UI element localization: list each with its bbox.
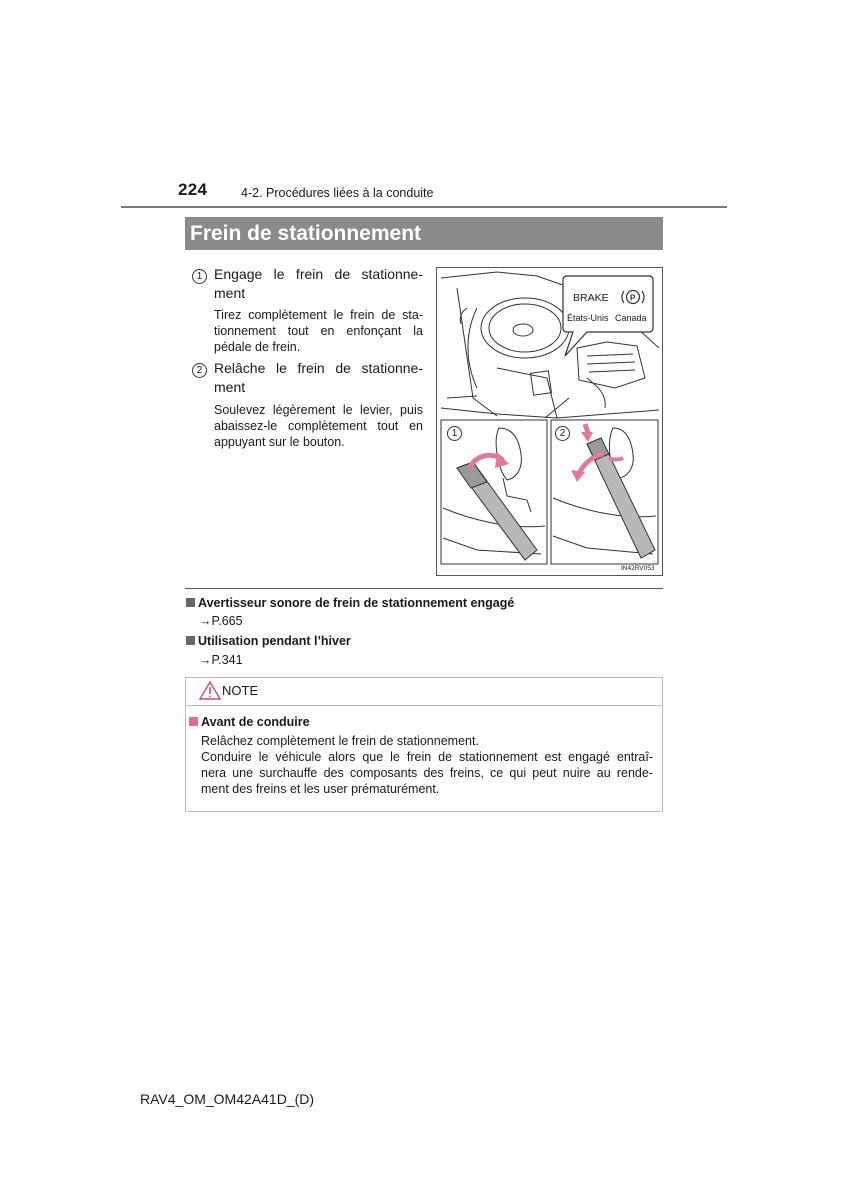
step-1-number: 1 xyxy=(192,266,207,284)
section-heading: 4-2. Procédures liées à la conduite xyxy=(241,186,434,200)
step-2-desc-line: abaissez-le complètement tout en xyxy=(214,419,423,433)
info-item-2-ref[interactable]: →P.341 xyxy=(199,653,243,667)
info-item-1-ref[interactable]: →P.665 xyxy=(199,614,243,628)
svg-text:P: P xyxy=(630,293,636,303)
note-heading-text: Avant de conduire xyxy=(201,715,310,729)
region-us-label: États-Unis xyxy=(567,313,609,323)
step-2-number: 2 xyxy=(192,360,207,378)
note-line: Conduire le véhicule alors que le frein de stationnement est engagé entraî- xyxy=(201,750,653,764)
bullet-square-icon xyxy=(186,598,195,607)
note-separator xyxy=(185,705,663,706)
parking-brake-illustration xyxy=(436,267,663,576)
step-2-desc-line: Soulevez légèrement le levier, puis xyxy=(214,403,423,417)
info-item-2-title xyxy=(186,634,351,648)
step-2-description xyxy=(214,402,423,450)
step-2-desc-line: appuyant sur le bouton. xyxy=(214,435,345,449)
step-1-title xyxy=(214,265,423,303)
step-1-title-line2: ment xyxy=(214,285,246,301)
step-1-title-line1: Engage le frein de stationne- xyxy=(214,266,423,282)
warning-icon xyxy=(199,680,221,700)
region-canada-label: Canada xyxy=(615,313,647,323)
document-code: RAV4_OM_OM42A41D_(D) xyxy=(140,1091,315,1107)
info-item-2-text: Utilisation pendant l’hiver xyxy=(198,634,351,648)
step-2-title xyxy=(214,359,423,397)
step-1-desc-line: pédale de frein. xyxy=(214,340,301,354)
step-2-title-line1: Relâche le frein de stationne- xyxy=(214,360,423,376)
step-1-desc-line: Tirez complètement le frein de sta- xyxy=(214,308,423,322)
header-rule xyxy=(121,206,727,208)
step-2-title-line2: ment xyxy=(214,379,246,395)
page-number: 224 xyxy=(178,180,208,199)
info-item-1-text: Avertisseur sonore de frein de stationnement engagé xyxy=(198,596,515,610)
note-line: ment des freins et les user prématurément. xyxy=(201,782,440,796)
panel-2-number: 2 xyxy=(555,423,570,441)
section-divider xyxy=(185,588,663,589)
bullet-square-icon xyxy=(186,636,195,645)
brake-label: BRAKE xyxy=(573,292,609,304)
step-1-desc-line: tionnement tout en enfonçant la xyxy=(214,324,423,338)
page-title: Frein de stationnement xyxy=(185,217,663,250)
note-line: nera une surchauffe des composants des freins, ce qui peut nuire au rende- xyxy=(201,766,653,780)
bullet-square-icon xyxy=(189,717,198,726)
info-item-1-title xyxy=(186,596,514,610)
step-1-description xyxy=(214,307,423,355)
panel-1-number: 1 xyxy=(447,423,462,441)
note-line: Relâchez complètement le frein de stationnement. xyxy=(201,734,479,748)
note-body xyxy=(201,733,653,797)
note-heading xyxy=(189,715,310,729)
note-label: NOTE xyxy=(222,683,259,698)
figure-code: IN42RV053 xyxy=(621,565,655,572)
